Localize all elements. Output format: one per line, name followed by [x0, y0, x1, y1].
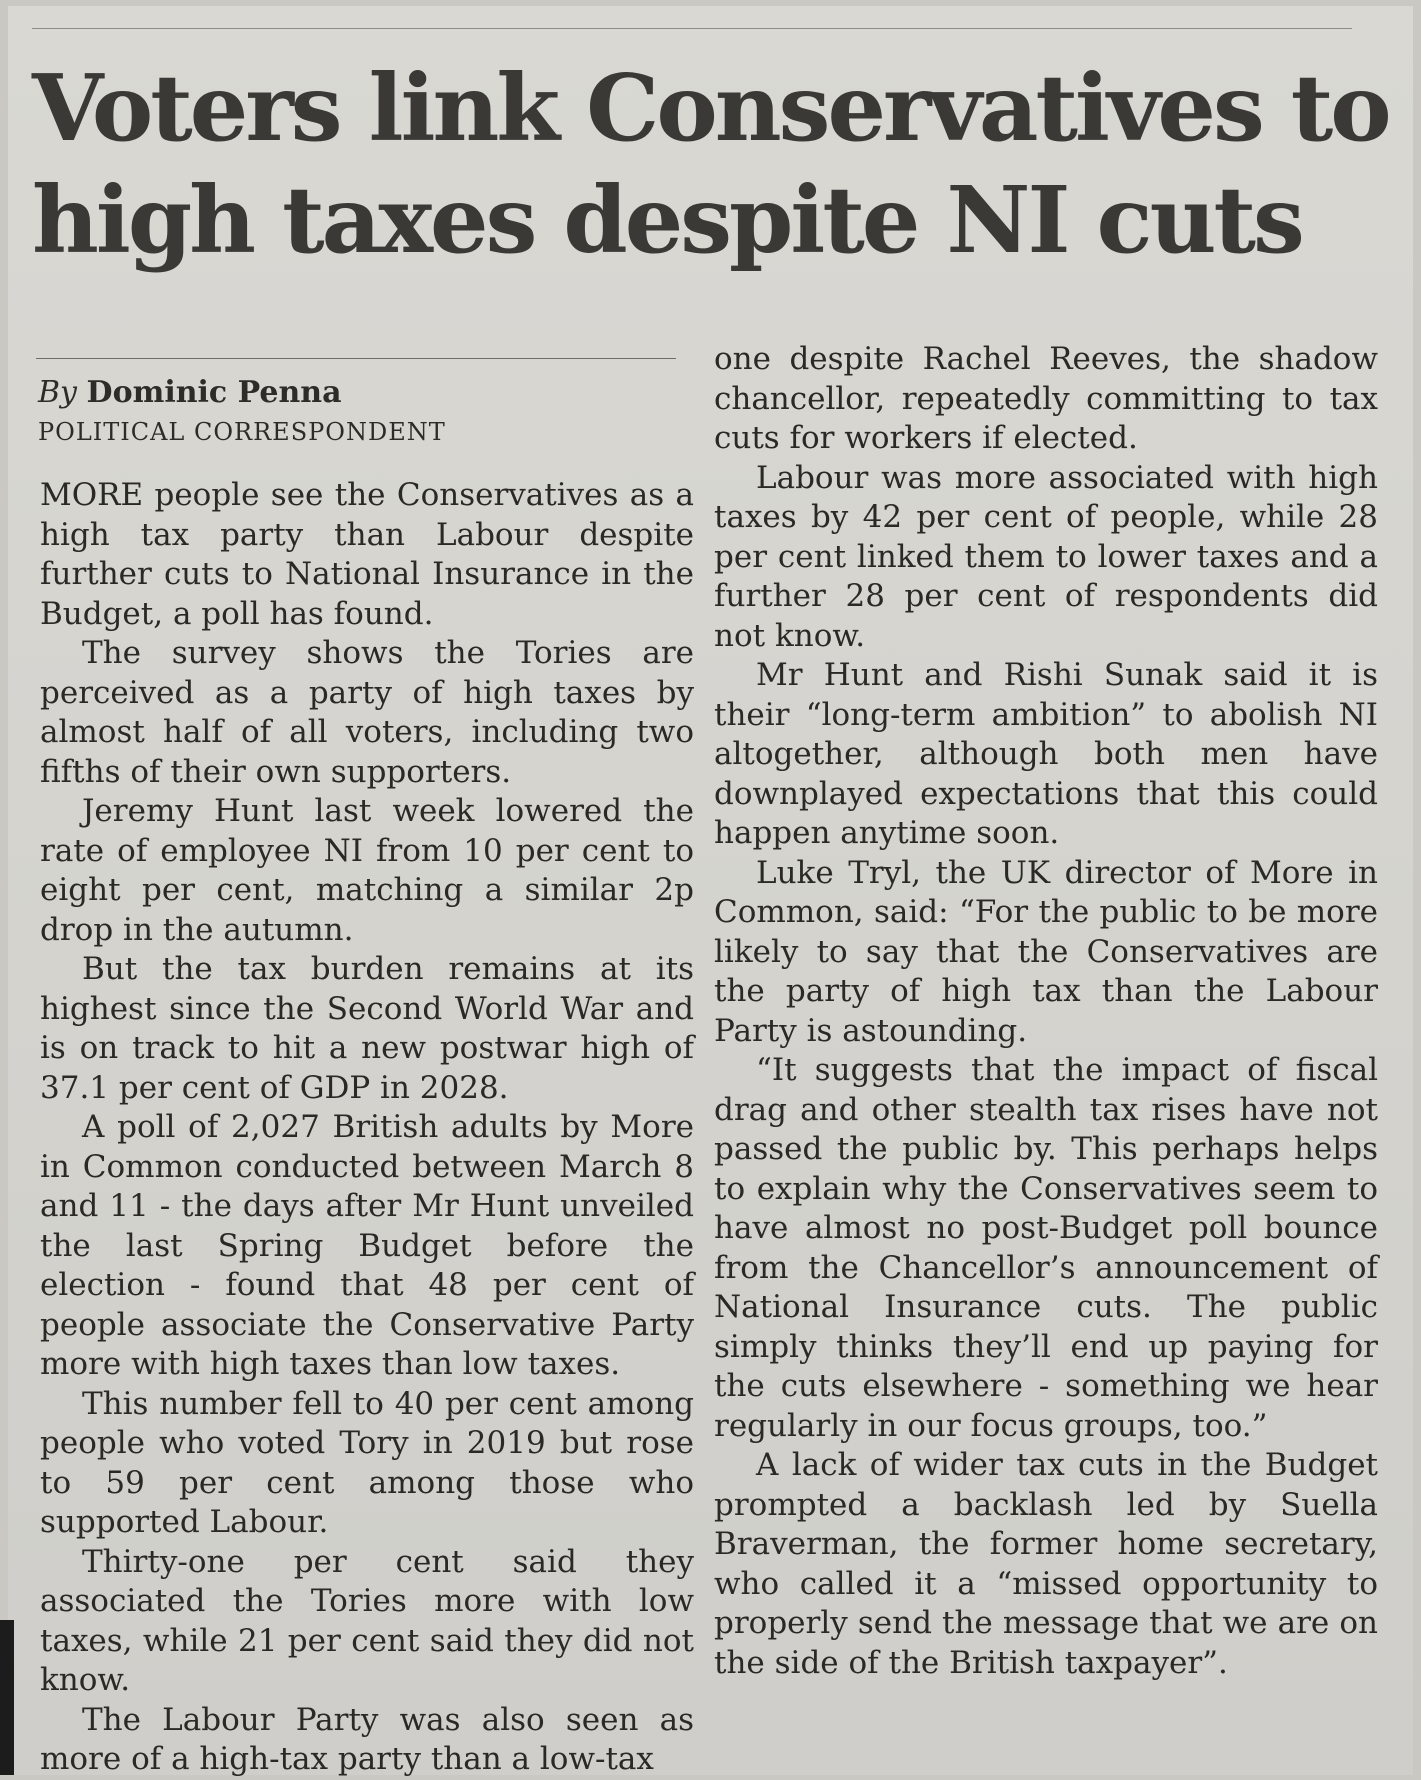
- paragraph: Thirty-one per cent said they associated the Tories more with low taxes, while 21 per cent said they did not know.: [40, 1543, 694, 1698]
- scan-edge-shadow: [0, 1620, 14, 1775]
- byline-prefix: By: [38, 375, 77, 410]
- paragraph: A poll of 2,027 British adults by More in Common conducted between March 8 and 11 - the days after Mr Hunt unveiled the last Spring Budget before the election - found that 48 per cent of people associate the Conservative Party more with high taxes than low taxes.: [40, 1109, 694, 1382]
- paragraph: “It suggests that the impact of fiscal drag and other stealth tax rises have not passed the public by. This perhaps helps to explain why the Conservatives seem to have almost no post-Budget poll bounce from the Chancellor’s announcement of National Insurance cuts. The public simply thinks they’ll end up paying for the cuts elsewhere - something we hear regularly in our focus groups, too.”: [714, 1052, 1378, 1444]
- paragraph: The Labour Party was also seen as more of a high-tax party than a low-tax: [40, 1701, 694, 1777]
- paragraph: But the tax burden remains at its highest since the Second World War and is on track to hit a new postwar high of 37.1 per cent of GDP in 2028.: [40, 951, 694, 1106]
- article-column-1: [40, 476, 694, 1780]
- paragraph: A lack of wider tax cuts in the Budget prompted a backlash led by Suella Braverman, the former home secretary, who called it a “missed opportunity to properly send the message that we are on the side of the British taxpayer”.: [714, 1447, 1378, 1681]
- author-name: Dominic Penna: [86, 375, 342, 410]
- headline: Voters link Conservatives to high taxes despite NI cuts: [32, 54, 1389, 274]
- paragraph: Labour was more associated with high taxes by 42 per cent of people, while 28 per cent linked them to lower taxes and a further 28 per cent of respondents did not know.: [714, 459, 1378, 654]
- paragraph: Mr Hunt and Rishi Sunak said it is their “long-term ambition” to abolish NI altogether, although both men have downplayed expectations that this could happen anytime soon.: [714, 657, 1378, 851]
- top-rule: [32, 28, 1352, 29]
- paragraph: MORE people see the Conservatives as a high tax party than Labour despite further cuts to National Insurance in the Budget, a poll has found.: [40, 477, 694, 632]
- author-role: POLITICAL CORRESPONDENT: [38, 418, 446, 446]
- article-column-2: [714, 340, 1378, 1683]
- paragraph: The survey shows the Tories are perceived as a party of high taxes by almost half of all voters, including two fifths of their own supporters.: [40, 635, 694, 790]
- paragraph: one despite Rachel Reeves, the shadow chancellor, repeatedly committing to tax cuts for workers if elected.: [714, 341, 1378, 456]
- paragraph: Luke Tryl, the UK director of More in Common, said: “For the public to be more likely to say that the Conservatives are the party of high tax than the Labour Party is astounding.: [714, 854, 1378, 1049]
- byline: [38, 374, 342, 412]
- paragraph: This number fell to 40 per cent among people who voted Tory in 2019 but rose to 59 per cent among those who supported Labour.: [40, 1385, 694, 1540]
- byline-rule: [36, 358, 676, 359]
- newspaper-clipping: [8, 6, 1413, 1775]
- paragraph: Jeremy Hunt last week lowered the rate of employee NI from 10 per cent to eight per cent, matching a similar 2p drop in the autumn.: [40, 793, 694, 948]
